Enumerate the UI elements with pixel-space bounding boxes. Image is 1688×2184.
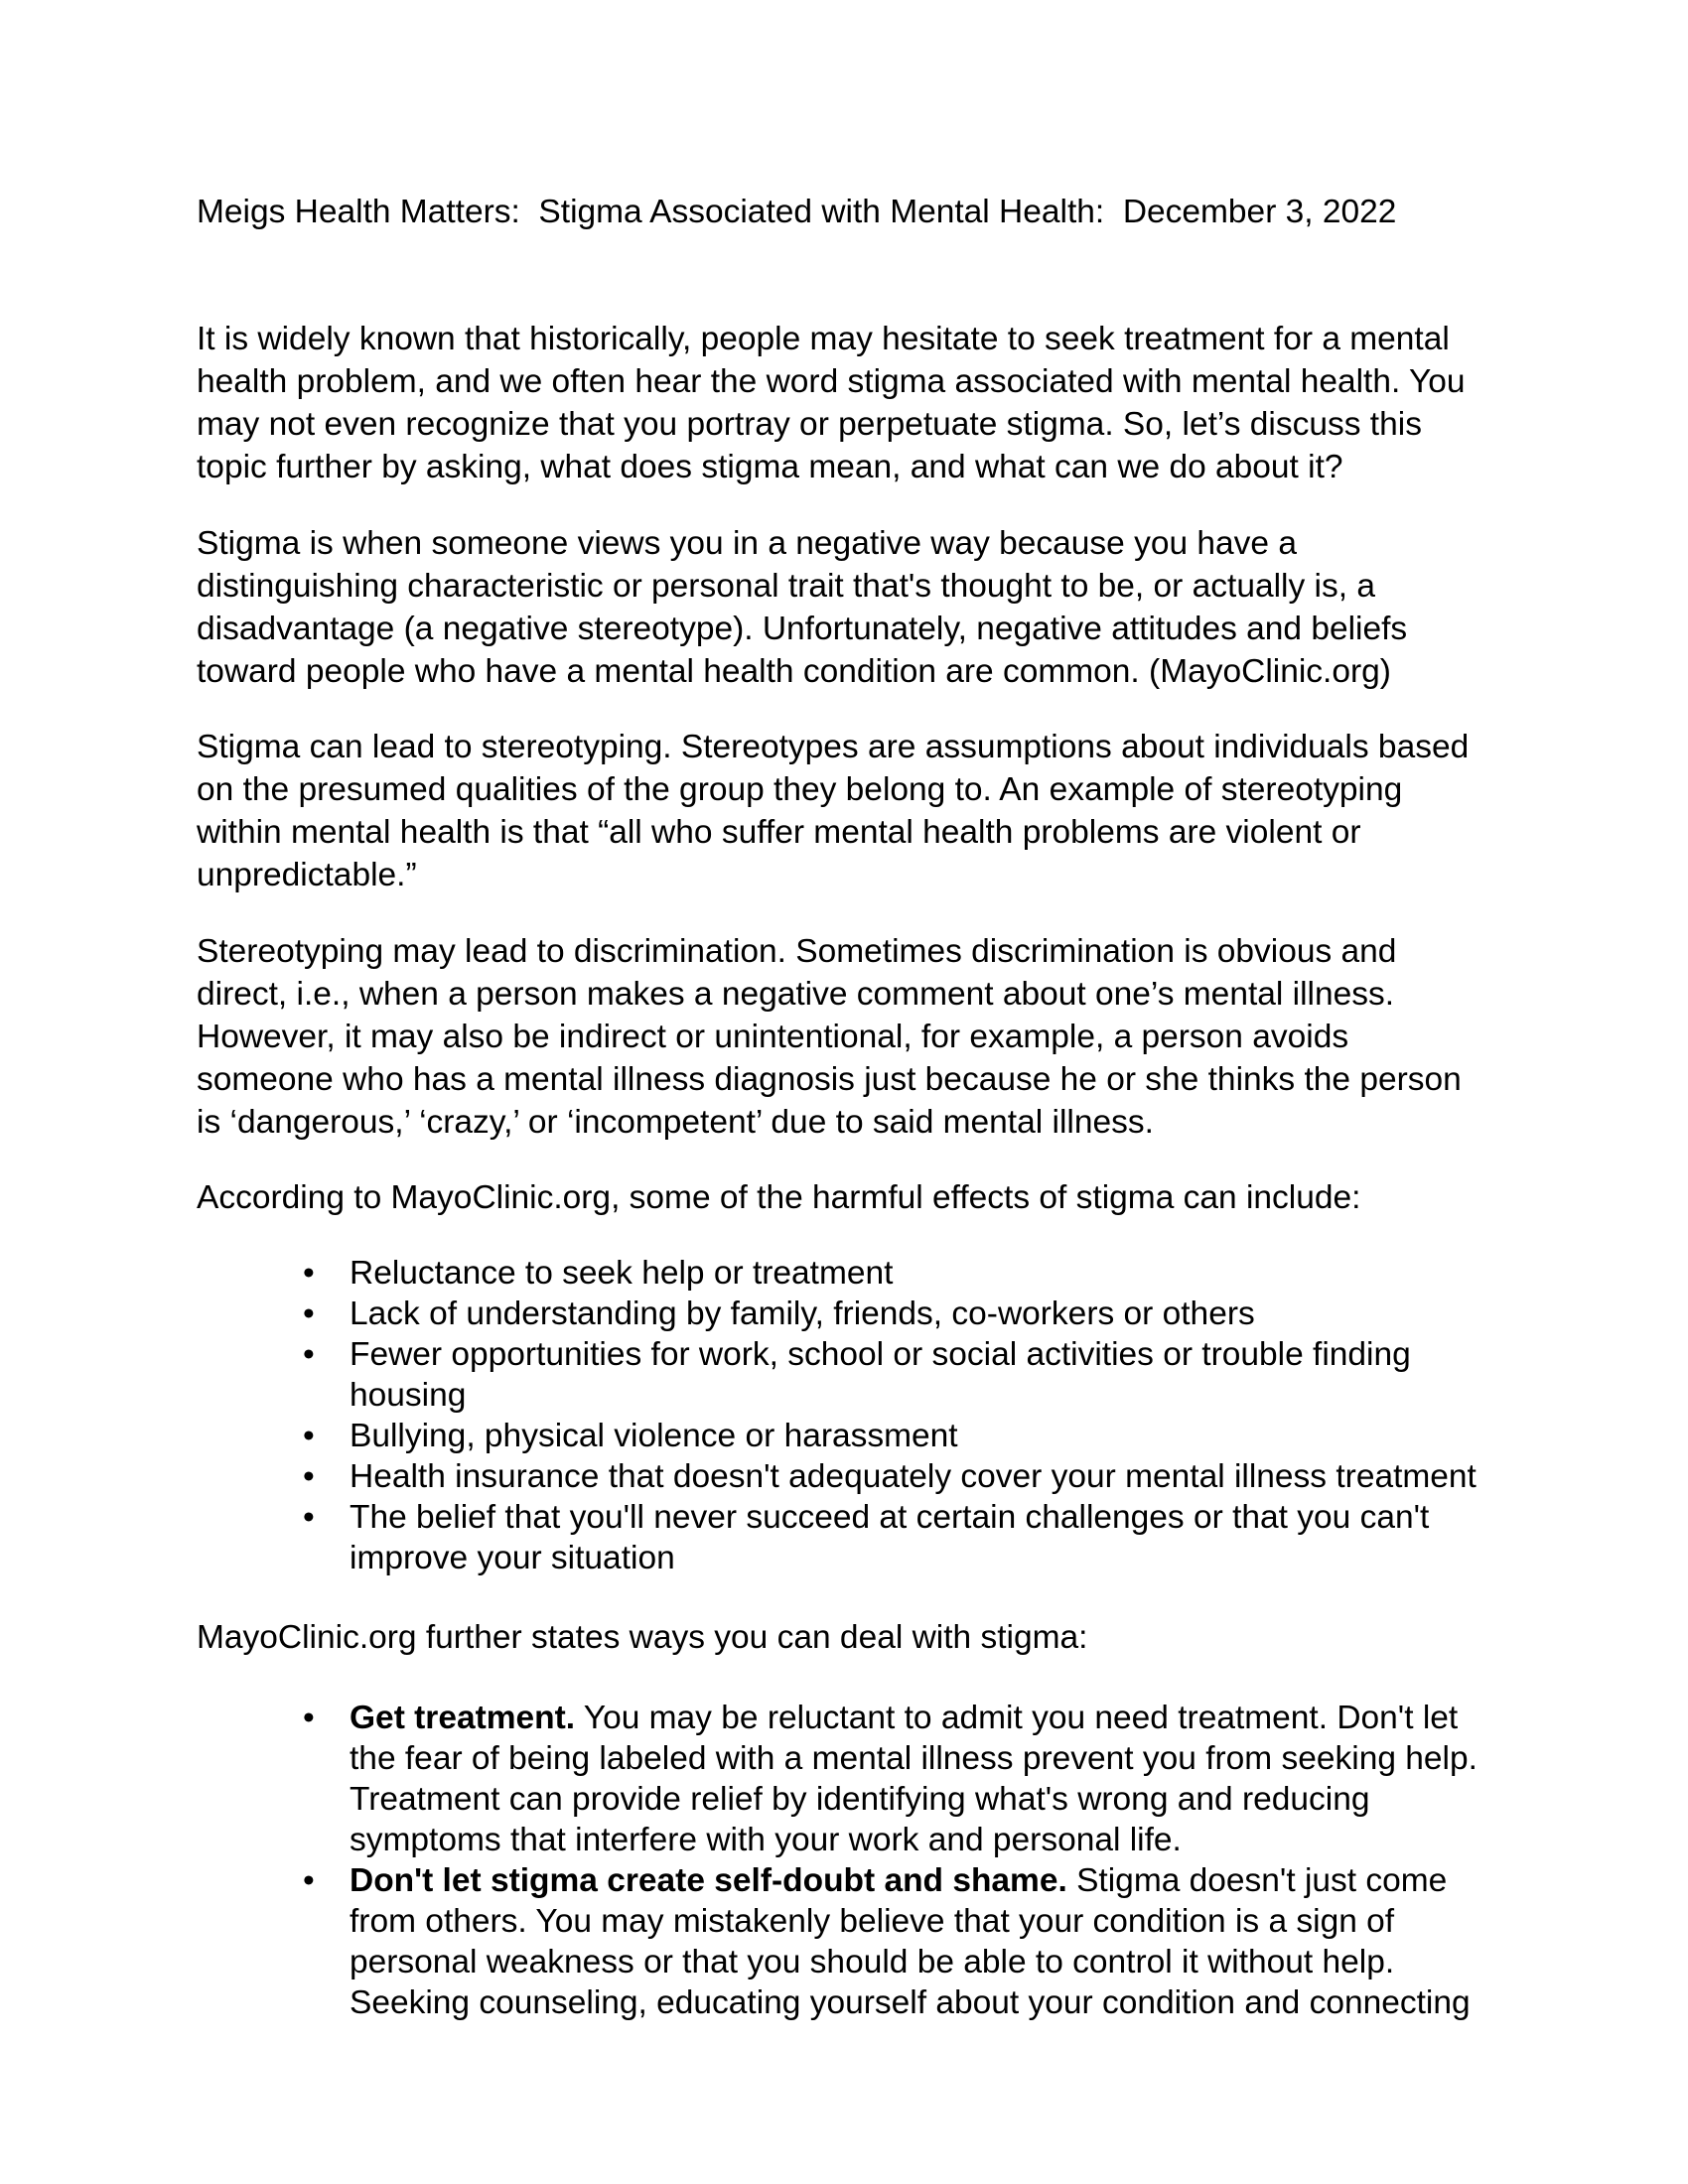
text-line: from others. You may mistakenly believe that your condition is a sign of [350, 1902, 1395, 1940]
text-run: You may be reluctant to admit you need treatment. Don't let [575, 1699, 1459, 1736]
text-line: toward people who have a mental health condition are common. (MayoClinic.org) [197, 652, 1391, 690]
list-item [197, 1860, 1599, 2023]
text-line: personal weakness or that you should be able to control it without help. [350, 1943, 1395, 1980]
list-item [197, 1416, 1599, 1456]
list-item [197, 1334, 1599, 1416]
text-line [350, 1698, 1599, 1738]
text-line: Seeking counseling, educating yourself about your condition and connecting [350, 1983, 1471, 2021]
text-line: Stigma is when someone views you in a negative way because you have a [197, 524, 1298, 562]
text-line: unpredictable.” [197, 857, 417, 893]
list-item [197, 1294, 1599, 1334]
text-line: Health insurance that doesn't adequately cover your mental illness treatment [350, 1457, 1477, 1495]
text-line: Bullying, physical violence or harassment [350, 1417, 958, 1454]
bold-lead-text: Don't let stigma create self-doubt and shame. [350, 1861, 1067, 1899]
text-line: According to MayoClinic.org, some of the harmful effects of stigma can include: [197, 1179, 1361, 1216]
text-line: improve your situation [350, 1539, 675, 1576]
text-line [350, 1860, 1599, 1901]
bullet-marker: • [303, 1457, 315, 1495]
text-line: Stigma can lead to stereotyping. Stereotypes are assumptions about individuals based [197, 729, 1470, 765]
bullet-marker: • [303, 1498, 315, 1536]
text-line: may not even recognize that you portray or perpetuate stigma. So, let’s discuss this [197, 406, 1422, 443]
text-run: Stigma doesn't just come [1066, 1861, 1448, 1899]
bullet-marker: • [303, 1295, 315, 1332]
text-line: MayoClinic.org further states ways you can deal with stigma: [197, 1618, 1088, 1656]
text-line: topic further by asking, what does stigma mean, and what can we do about it? [197, 449, 1343, 485]
text-line: direct, i.e., when a person makes a negative comment about one’s mental illness. [197, 975, 1395, 1013]
text-line: However, it may also be indirect or unintentional, for example, a person avoids [197, 1018, 1349, 1055]
list-item [197, 1253, 1599, 1294]
text-line: Lack of understanding by family, friends, co-workers or others [350, 1295, 1255, 1332]
bullet-marker: • [303, 1254, 315, 1292]
bullet-marker: • [303, 1417, 315, 1454]
bullet-marker: • [303, 1335, 315, 1373]
text-line: symptoms that interfere with your work and personal life. [350, 1821, 1182, 1858]
text-line: Fewer opportunities for work, school or social activities or trouble finding [350, 1335, 1411, 1373]
text-line: distinguishing characteristic or personal trait that's thought to be, or actually is, a [197, 567, 1375, 605]
text-line: is ‘dangerous,’ ‘crazy,’ or ‘incompetent’ due to said mental illness. [197, 1103, 1154, 1141]
text-line: health problem, and we often hear the word stigma associated with mental health. You [197, 363, 1466, 400]
text-line: on the presumed qualities of the group they belong to. An example of stereotyping [197, 771, 1403, 808]
list-item [197, 1497, 1599, 1578]
text-line: disadvantage (a negative stereotype). Unfortunately, negative attitudes and beliefs [197, 610, 1408, 647]
text-line: It is widely known that historically, people may hesitate to seek treatment for a mental [197, 321, 1450, 357]
text-line: Stereotyping may lead to discrimination. Sometimes discrimination is obvious and [197, 932, 1397, 970]
text-line: within mental health is that “all who suffer mental health problems are violent or [197, 814, 1361, 851]
text-line: the fear of being labeled with a mental illness prevent you from seeking help. [350, 1739, 1477, 1777]
bullet-marker: • [303, 1861, 315, 1899]
text-line: Reluctance to seek help or treatment [350, 1254, 894, 1292]
bold-lead-text: Get treatment. [350, 1699, 576, 1736]
list-item [197, 1698, 1599, 1860]
text-line: someone who has a mental illness diagnosis just because he or she thinks the person [197, 1060, 1462, 1098]
doc-title: Meigs Health Matters: Stigma Associated with Mental Health: December 3, 2022 [197, 194, 1397, 230]
bullet-marker: • [303, 1699, 315, 1736]
text-line: Treatment can provide relief by identifying what's wrong and reducing [350, 1780, 1370, 1818]
list-item [197, 1456, 1599, 1497]
text-line: The belief that you'll never succeed at certain challenges or that you can't [350, 1498, 1430, 1536]
deal-with-stigma-list [197, 1698, 1599, 2023]
text-line: housing [350, 1376, 467, 1414]
harmful-effects-list [197, 1253, 1599, 1578]
